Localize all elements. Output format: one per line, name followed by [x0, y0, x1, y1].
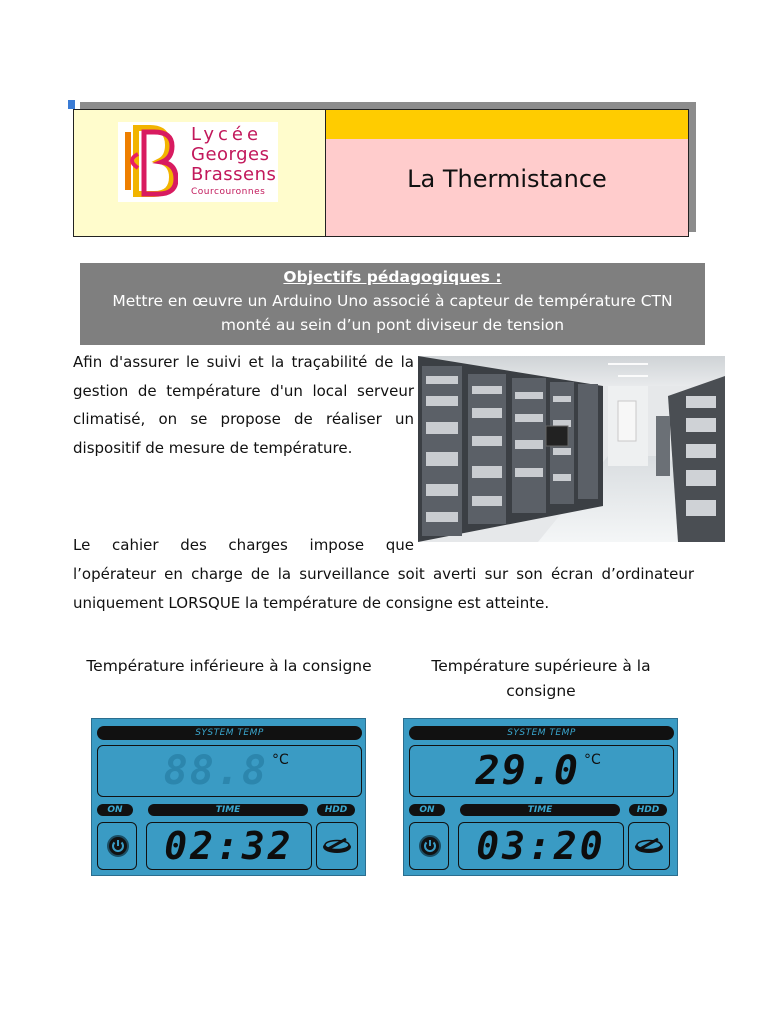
server-room-photo — [418, 356, 725, 542]
page-title: La Thermistance — [407, 165, 607, 193]
temp-unit: °C — [584, 752, 601, 768]
logo-b-mark-icon — [118, 124, 178, 198]
logo-line-1: Lycée — [191, 124, 263, 145]
time-label: TIME — [460, 804, 620, 816]
power-icon — [107, 835, 129, 857]
hdd-box — [628, 822, 670, 870]
header-title-cell — [326, 139, 688, 236]
system-temp-label: SYSTEM TEMP — [409, 726, 674, 740]
caption-higher-temp: Température supérieure à la consigne — [431, 657, 651, 700]
requirements-paragraph-start: Le cahier des charges impose que — [73, 536, 414, 554]
hdd-box — [316, 822, 358, 870]
time-value: 02:32 — [164, 824, 294, 868]
logo-line-4: Courcouronnes — [191, 187, 266, 197]
temp-unit: °C — [272, 752, 289, 768]
hdd-icon — [632, 833, 666, 857]
power-icon — [419, 835, 441, 857]
hdd-label: HDD — [317, 804, 355, 816]
temp-value: 29.0 — [475, 748, 580, 794]
on-label: ON — [409, 804, 445, 816]
objectives-title: Objectifs pédagogiques : — [283, 268, 502, 286]
time-display — [146, 822, 312, 870]
intro-paragraph: Afin d'assurer le suivi et la traçabilité de la gestion de température d'un local serveur climatisé, on se propose de réaliser un dispositif de mesure de température. — [73, 353, 414, 458]
objectives-line-2: monté au sein d’un pont diviseur de tension — [220, 316, 565, 334]
power-box — [97, 822, 137, 870]
hdd-label: HDD — [629, 804, 667, 816]
logo-line-3: Brassens — [191, 164, 277, 185]
lcd-panel-left — [91, 718, 366, 876]
selection-handle — [68, 100, 75, 109]
logo-text — [191, 126, 276, 197]
logo-line-2: Georges — [191, 144, 270, 165]
header-top-bar — [326, 110, 688, 140]
objectives-box — [80, 263, 705, 345]
system-temp-label: SYSTEM TEMP — [97, 726, 362, 740]
temp-display — [409, 745, 674, 797]
power-box — [409, 822, 449, 870]
header-logo-cell — [74, 110, 326, 236]
temp-value: 88.8 — [163, 748, 268, 794]
school-logo — [118, 122, 278, 202]
objectives-line-1: Mettre en œuvre un Arduino Uno associé à capteur de température CTN — [112, 292, 673, 310]
lcd-panel-right — [403, 718, 678, 876]
header-block — [73, 109, 689, 237]
on-label: ON — [97, 804, 133, 816]
time-label: TIME — [148, 804, 308, 816]
time-display — [458, 822, 624, 870]
caption-lower-temp: Température inférieure à la consigne — [86, 657, 372, 675]
requirements-paragraph-rest: l’opérateur en charge de la surveillance soit averti sur son écran d’ordinateur uniquement LORSQUE la température de consigne est atteinte. — [73, 565, 694, 612]
server-room-image — [418, 356, 725, 542]
time-value: 03:20 — [476, 824, 606, 868]
hdd-icon — [320, 833, 354, 857]
temp-display — [97, 745, 362, 797]
